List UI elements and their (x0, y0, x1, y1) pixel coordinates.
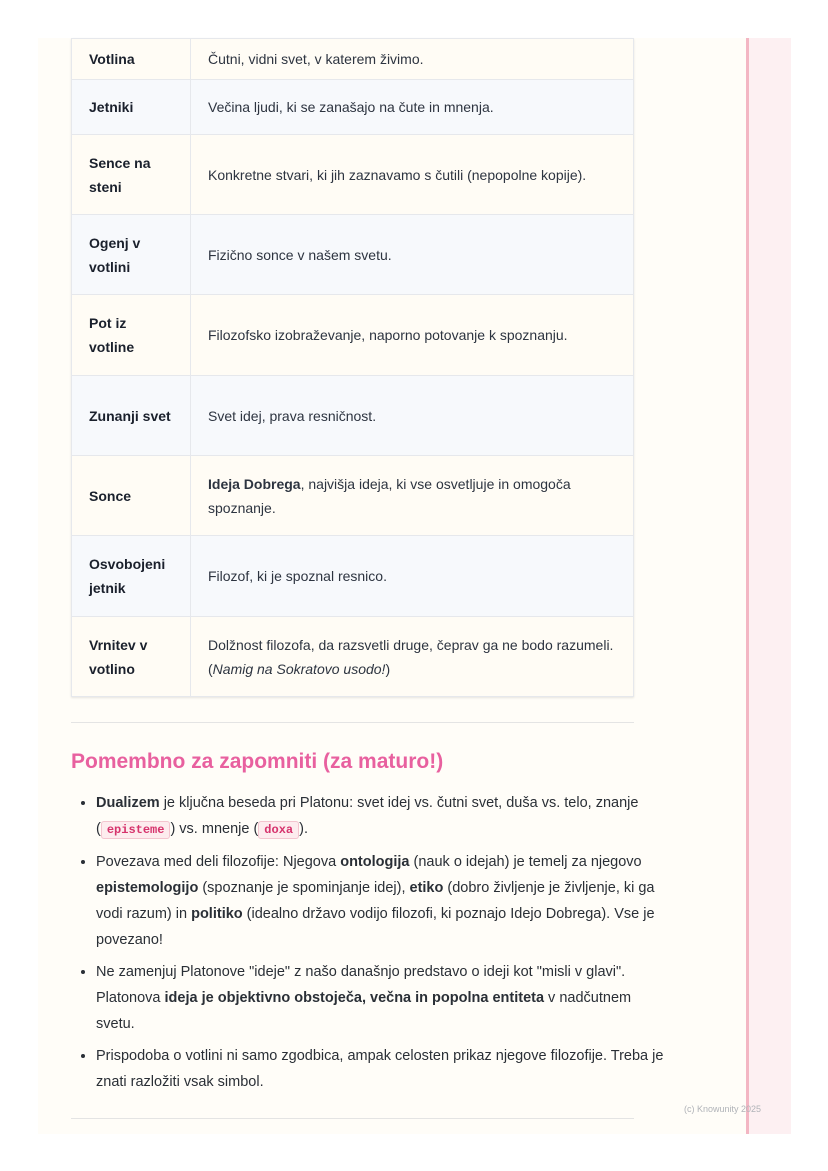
list-text: (nauk o idejah) je temelj za njegovo (409, 854, 642, 870)
table-meaning-bold: Ideja Dobrega (208, 475, 301, 492)
table-meaning: Filozofsko izobraževanje, naporno potovanje k spoznanju. (191, 295, 634, 376)
table-term: Sence na steni (72, 135, 191, 215)
table-term: Vrnitev v votlino (72, 617, 191, 697)
table-row (72, 376, 634, 456)
table-row (72, 536, 634, 617)
term-ideja: ideja je objektivno obstoječa, večna in popolna entiteta (164, 990, 545, 1006)
list-text: (idealno državo vodijo filozofi, ki poznajo Idejo Dobrega). Vse je povezano! (96, 906, 655, 948)
term-etiko: etiko (409, 880, 444, 896)
table-meaning: Fizično sonce v našem svetu. (191, 215, 634, 295)
term-politiko: politiko (191, 906, 243, 922)
table-term: Zunanji svet (72, 376, 191, 456)
table-meaning: Čutni, vidni svet, v katerem živimo. (191, 39, 634, 80)
list-text: (dobro življenje je življenje, ki ga vodi razum) in (96, 880, 655, 922)
table-meaning: Filozof, ki je spoznal resnico. (191, 536, 634, 617)
divider-bottom (71, 1118, 634, 1119)
list-item (96, 790, 666, 843)
code-episteme: episteme (101, 821, 171, 839)
table-term: Sonce (72, 456, 191, 536)
code-doxa: doxa (258, 821, 299, 839)
list-text: je ključna beseda pri Platonu: svet idej vs. čutni svet, duša vs. telo, znanje ( (96, 795, 639, 837)
table-meaning-text: Dolžnost filozofa, da razsvetli druge, čeprav ga ne bodo razumeli. ( (208, 636, 614, 677)
table-row (72, 617, 634, 697)
table-meaning (191, 617, 634, 697)
table-meaning: Konkretne stvari, ki jih zaznavamo s čutili (nepopolne kopije). (191, 135, 634, 215)
table-meaning: Večina ljudi, ki se zanašajo na čute in mnenja. (191, 80, 634, 135)
divider-top (71, 722, 634, 723)
table-term: Osvobojeni jetnik (72, 536, 191, 617)
page-margin-line (746, 38, 749, 1134)
list-text: (spoznanje je spominjanje idej), (198, 880, 410, 896)
term-epistemologijo: epistemologijo (96, 880, 199, 896)
table-term: Pot iz votline (72, 295, 191, 376)
section-title: Pomembno za zapomniti (za maturo!) (71, 750, 444, 773)
list-item (96, 849, 666, 953)
table-row (72, 215, 634, 295)
page-margin-band (748, 38, 791, 1134)
list-text: Ne zamenjuj Platonove "ideje" z našo današnjo predstavo o ideji kot "misli v glavi". Platonova (96, 964, 626, 1006)
term-ontologija: ontologija (340, 854, 410, 870)
table-row (72, 80, 634, 135)
list-item (96, 959, 666, 1037)
notes-list (71, 790, 666, 1101)
copyright-footer: (c) Knowunity 2025 (684, 1104, 762, 1114)
table-meaning-italic: Namig na Sokratovo usodo! (212, 660, 386, 677)
table-term: Ogenj v votlini (72, 215, 191, 295)
list-text: Prispodoba o votlini ni samo zgodbica, ampak celosten prikaz njegove filozofije. Treba je znati razložiti vsak simbol. (96, 1048, 664, 1090)
list-text: v nadčutnem svetu. (96, 990, 632, 1032)
table-meaning-text: , najvišja ideja, ki vse osvetljuje in omogoča spoznanje. (208, 475, 571, 516)
table-row (72, 135, 634, 215)
table-row (72, 39, 634, 80)
table-term: Jetniki (72, 80, 191, 135)
table-term: Votlina (72, 39, 191, 80)
term-dualizem: Dualizem (96, 795, 160, 811)
table-meaning: Svet idej, prava resničnost. (191, 376, 634, 456)
table-row (72, 456, 634, 536)
list-item (96, 1043, 666, 1095)
list-text: ) vs. mnenje ( (170, 821, 259, 837)
list-text: Povezava med deli filozofije: Njegova (96, 854, 341, 870)
symbols-table (71, 38, 634, 697)
list-text: ). (299, 821, 308, 837)
table-row (72, 295, 634, 376)
table-meaning (191, 456, 634, 536)
table-meaning-end: ) (385, 660, 391, 677)
